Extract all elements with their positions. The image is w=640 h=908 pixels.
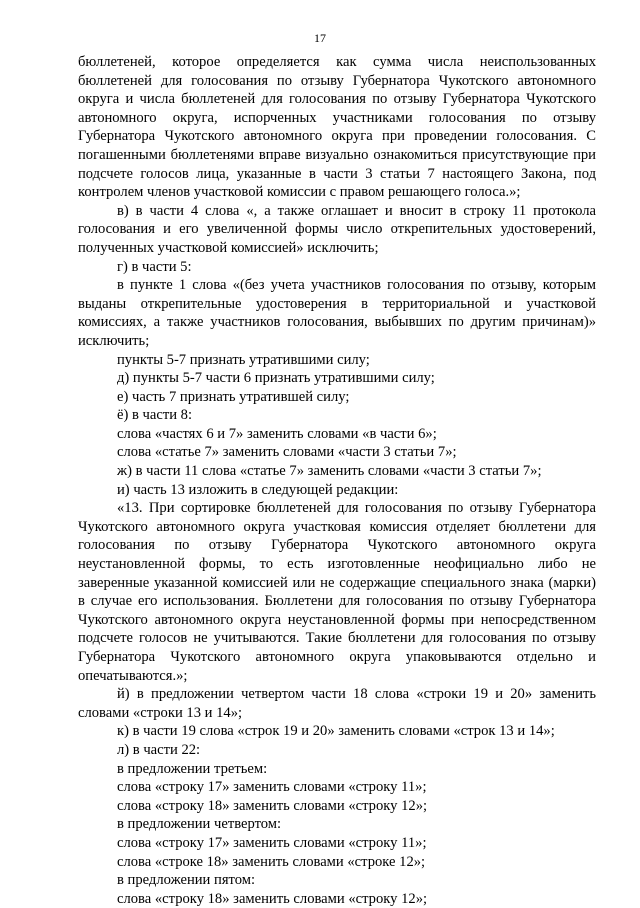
paragraph: слова «строку 17» заменить словами «строку 11»;: [117, 779, 427, 796]
paragraph: в пункте 1 слова «(без учета участников голосования по отзыву, которым выданы открепительные удостоверения в территориальной и участковой комиссиях, а также участников голосования, выбывших по другим причинам)» исключить;: [78, 277, 596, 349]
paragraph: слова «строку 18» заменить словами «строку 12»;: [117, 890, 428, 907]
document-body: [78, 53, 596, 908]
paragraph: д) пункты 5-7 части 6 признать утратившими силу;: [117, 370, 435, 387]
paragraph: й) в предложении четвертом части 18 слова «строки 19 и 20» заменить словами «строки 13 и 14»;: [78, 686, 596, 721]
paragraph: слова «строку 17» заменить словами «строку 11»;: [117, 834, 427, 851]
page-number: 17: [314, 31, 326, 45]
paragraph: «13. При сортировке бюллетеней для голосования по отзыву Губернатора Чукотского автономного округа участковая комиссия отделяет бюллетени для голосования по отзыву Губернатора Чукотского автономного округа неустановленной формы, то есть изготовленные неофициально либо не заверенные указанной комиссией или не содержащие специального знака (марки) в случае его использования. Бюллетени для голосования по отзыву Губернатора Чукотского автономного округа неустановленной формы при непосредственном подсчете голосов не учитываются. Такие бюллетени для голосования по отзыву Губернатора Чукотского автономного округа упаковываются отдельно и опечатываются.»;: [78, 500, 596, 684]
paragraph: слова «статье 7» заменить словами «части 3 статьи 7»;: [117, 444, 457, 461]
paragraph: г) в части 5:: [117, 258, 192, 275]
paragraph: в предложении пятом:: [117, 872, 256, 889]
paragraph-continued: бюллетеней, которое определяется как сумма числа неиспользованных бюллетеней для голосования по отзыву Губернатора Чукотского автономного округа и числа бюллетеней для голосования по отзыву Губернатора Чукотского автономного округа, испорченных участниками голосования по отзыву Губернатора Чукотского автономного округа при проведении голосования. С погашенными бюллетенями вправе визуально ознакомиться присутствующие при подсчете голосов лица, указанные в части 3 статьи 7 настоящего Закона, под контролем членов участковой комиссии с правом решающего голоса.»;: [78, 54, 596, 201]
paragraph: слова «строке 18» заменить словами «строке 12»;: [117, 853, 426, 870]
paragraph: к) в части 19 слова «строк 19 и 20» заменить словами «строк 13 и 14»;: [117, 723, 555, 740]
paragraph: в) в части 4 слова «, а также оглашает и вносит в строку 11 протокола голосования и его увеличенной формы число открепительных удостоверений, полученных участковой комиссией» исключить;: [78, 202, 596, 256]
paragraph: слова «частях 6 и 7» заменить словами «в части 6»;: [117, 425, 437, 442]
paragraph: слова «строку 18» заменить словами «строку 12»;: [117, 797, 428, 814]
paragraph: е) часть 7 признать утратившей силу;: [117, 388, 350, 405]
paragraph: в предложении третьем:: [117, 760, 268, 777]
paragraph: пункты 5-7 признать утратившими силу;: [117, 351, 370, 368]
paragraph: л) в части 22:: [117, 741, 201, 758]
paragraph: и) часть 13 изложить в следующей редакции:: [117, 481, 399, 498]
paragraph: ё) в части 8:: [117, 407, 193, 424]
paragraph: в предложении четвертом:: [117, 816, 282, 833]
paragraph: ж) в части 11 слова «статье 7» заменить словами «части 3 статьи 7»;: [117, 463, 542, 480]
